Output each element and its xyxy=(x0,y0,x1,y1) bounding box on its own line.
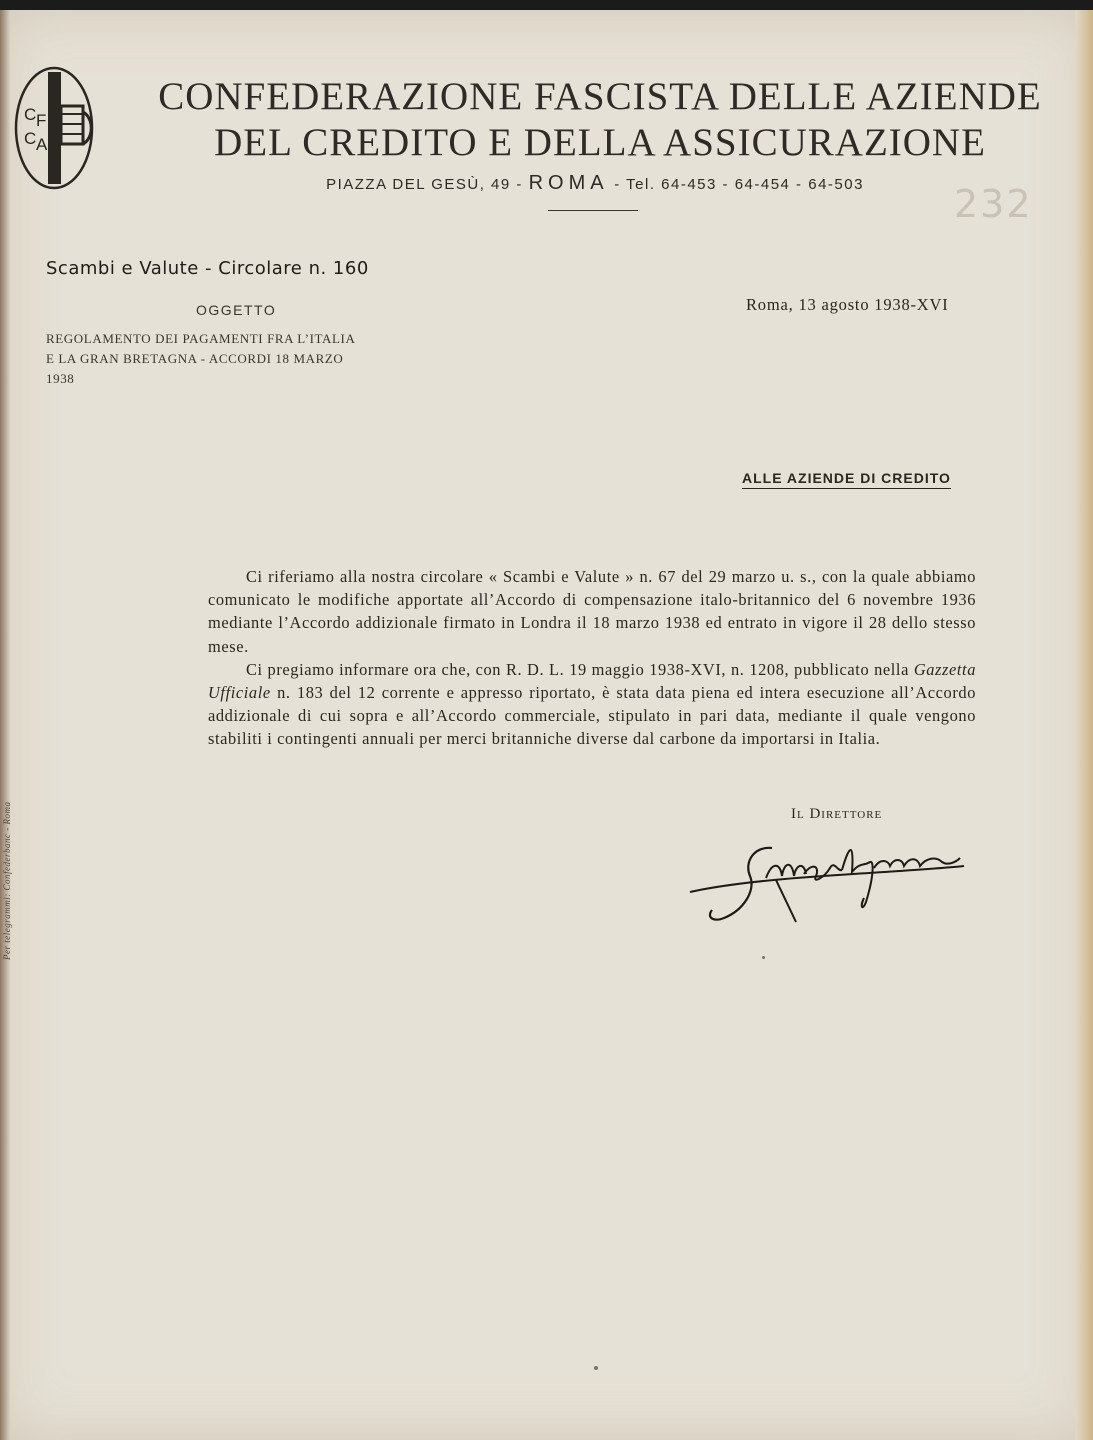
body-paragraph-2 xyxy=(208,658,976,751)
archive-number: 232 xyxy=(954,182,1033,226)
subject-line: 1938 xyxy=(46,371,75,386)
address-telephone: - Tel. 64-453 - 64-454 - 64-503 xyxy=(614,176,864,193)
letter-body xyxy=(208,565,976,751)
document-page xyxy=(0,10,1093,1440)
confederation-logo-icon xyxy=(14,62,100,194)
letter-date: Roma, 13 agosto 1938-XVI xyxy=(746,295,949,314)
handwritten-signature xyxy=(684,832,974,928)
paper-speck xyxy=(594,1366,598,1370)
body-paragraph-2-start: Ci pregiamo informare ora che, con R. D. L. 19 maggio 1938-XVI, n. 1208, pubblicato nella xyxy=(246,659,909,679)
address-street: PIAZZA DEL GESÙ, 49 - xyxy=(326,176,523,193)
address-divider xyxy=(548,210,638,211)
logo-letter: A xyxy=(36,135,48,154)
gazette-title: Gazzetta Ufficiale xyxy=(208,659,976,703)
subject-label: OGGETTO xyxy=(196,302,277,318)
telegram-address-margin: Per telegrammi: Confederbanc - Roma xyxy=(2,801,12,960)
subject-line: E LA GRAN BRETAGNA - ACCORDI 18 MARZO xyxy=(46,351,344,366)
body-paragraph-1: Ci riferiamo alla nostra circolare « Scambi e Valute » n. 67 del 29 marzo u. s., con la quale abbiamo comunicato le modifiche apportate all’Accordo di compensazione italo-britannico del 6 novembre 1936 mediante l’Accordo addizionale firmato in Londra il 18 marzo 1938 ed entrato in vigore il 28 dello stesso mese. xyxy=(208,567,976,656)
signer-title: Il Direttore xyxy=(791,806,883,822)
address-city: ROMA xyxy=(528,172,609,194)
recipient-line: ALLE AZIENDE DI CREDITO xyxy=(742,470,951,489)
subject-block xyxy=(46,329,436,389)
subject-line: REGOLAMENTO DEI PAGAMENTI FRA L’ITALIA xyxy=(46,331,356,346)
circular-reference: Scambi e Valute - Circolare n. 160 xyxy=(46,258,369,279)
letterhead-address xyxy=(245,172,945,195)
logo-letter: F xyxy=(36,111,47,130)
page-edge xyxy=(1075,10,1093,1440)
letterhead-title-line2: DEL CREDITO E DELLA ASSICURAZIONE xyxy=(214,121,986,164)
paper-speck xyxy=(762,956,765,959)
logo-letter: C xyxy=(24,105,37,124)
body-paragraph-2-end: n. 183 del 12 corrente e appresso riportato, è stata data piena ed intera esecuzione all’Accordo addizionale di cui sopra e all’Accordo commerciale, stipulato in pari data, mediante il quale vengono stabiliti i contingenti annuali per merci britanniche diverse dal carbone da importarsi in Italia. xyxy=(208,683,976,749)
letterhead-title-line1: CONFEDERAZIONE FASCISTA DELLE AZIENDE xyxy=(158,75,1042,118)
logo-letter: C xyxy=(24,129,37,148)
